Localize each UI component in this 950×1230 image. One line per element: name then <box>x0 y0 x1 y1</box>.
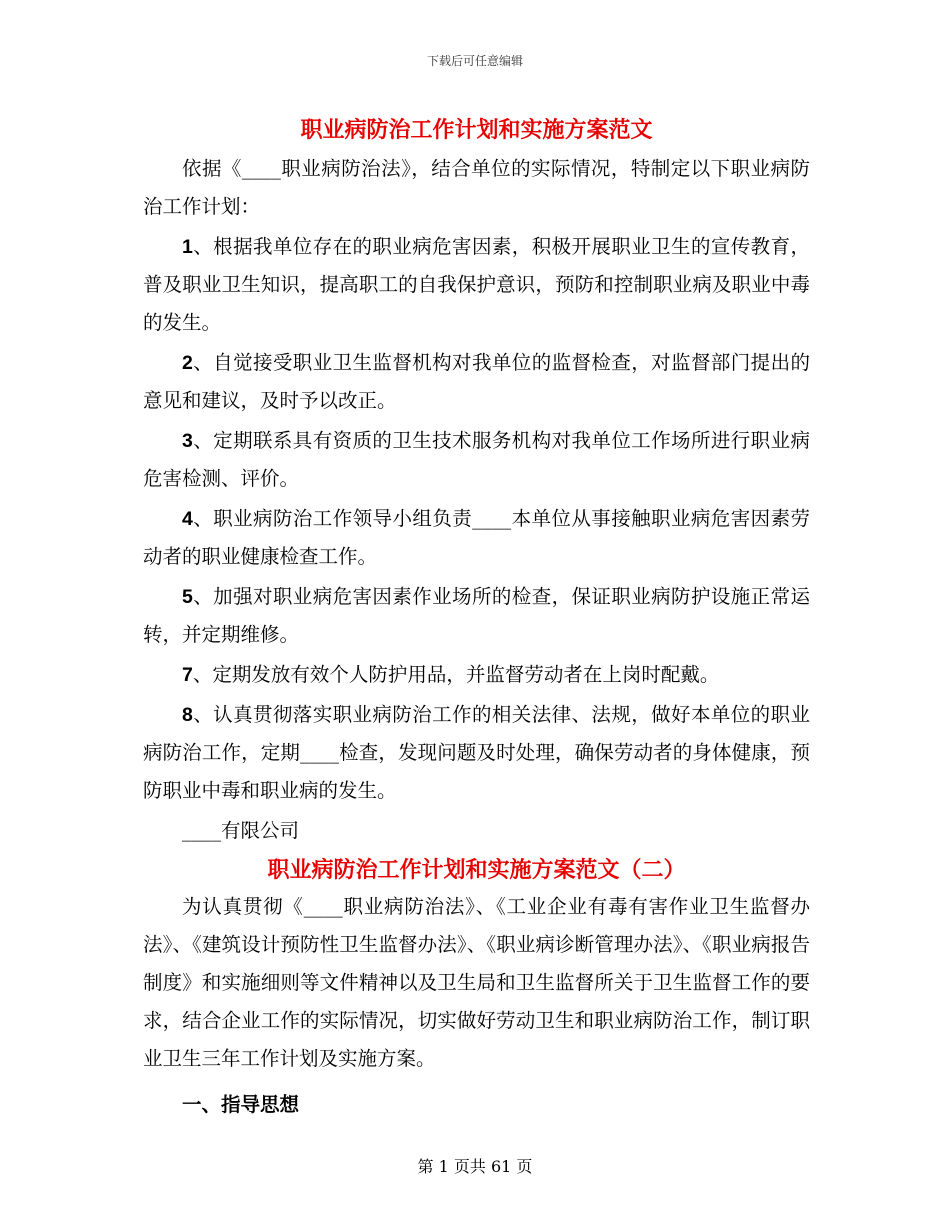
document-title: 职业病防治工作计划和实施方案范文 <box>300 117 653 143</box>
plan-item <box>143 696 810 810</box>
second-intro-paragraph: 为认真贯彻《____职业病防治法》、《工业企业有毒有害作业卫生监督办法》、《建筑设计预防性卫生监督办法》、《职业病诊断管理办法》、《职业病报告制度》和实施细则等文件精神以及卫生局和卫生监督所关于卫生监督工作的要求，结合企业工作的实际情况，切实做好劳动卫生和职业病防治工作，制订职业卫生三年工作计划及实施方案。 <box>143 895 810 1070</box>
plan-item-number: 3 <box>182 430 193 452</box>
plan-item-text: 、根据我单位存在的职业病危害因素，积极开展职业卫生的宣传教育，普及职业卫生知识，提高职工的自我保护意识，预防和控制职业病及职业中毒的发生。 <box>143 235 810 334</box>
plan-item-number: 4 <box>182 508 193 530</box>
page-footer: 第 1 页共 61 页 <box>417 1157 533 1176</box>
page-header: 下载后可任意编辑 <box>426 54 523 68</box>
company-name: ____有限公司 <box>182 819 300 842</box>
plan-items-list <box>143 228 810 810</box>
plan-item-text: 、加强对职业病危害因素作业场所的检查，保证职业病防护设施正常运转，并定期维修。 <box>143 585 810 646</box>
plan-item <box>143 344 810 420</box>
plan-item <box>143 578 810 654</box>
document-title-second: 职业病防治工作计划和实施方案范文（二） <box>267 857 686 883</box>
plan-item-text: 、认真贯彻落实职业病防治工作的相关法律、法规，做好本单位的职业病防治工作，定期____检查，发现问题及时处理，确保劳动者的身体健康，预防职业中毒和职业病的发生。 <box>143 703 810 802</box>
plan-item <box>143 228 810 342</box>
plan-item-number: 2 <box>182 352 193 374</box>
plan-item-number: 5 <box>182 586 193 608</box>
intro-paragraph: 依据《____职业病防治法》，结合单位的实际情况，特制定以下职业病防治工作计划： <box>143 157 810 218</box>
plan-item <box>143 500 810 576</box>
plan-item-number: 1 <box>182 236 193 258</box>
plan-item-text: 、定期发放有效个人防护用品，并监督劳动者在上岗时配戴。 <box>192 663 720 686</box>
document-body <box>143 110 810 1124</box>
section-heading-guiding-ideology: 一、指导思想 <box>182 1093 300 1116</box>
plan-item <box>143 422 810 498</box>
plan-item-number: 7 <box>182 664 193 686</box>
plan-item-text: 、定期联系具有资质的卫生技术服务机构对我单位工作场所进行职业病危害检测、评价。 <box>143 429 810 490</box>
plan-item <box>143 656 810 694</box>
plan-item-text: 、自觉接受职业卫生监督机构对我单位的监督检查，对监督部门提出的意见和建议，及时予以改正。 <box>143 351 810 412</box>
plan-item-number: 8 <box>182 704 193 726</box>
plan-item-text: 、职业病防治工作领导小组负责____本单位从事接触职业病危害因素劳动者的职业健康检查工作。 <box>143 507 810 568</box>
